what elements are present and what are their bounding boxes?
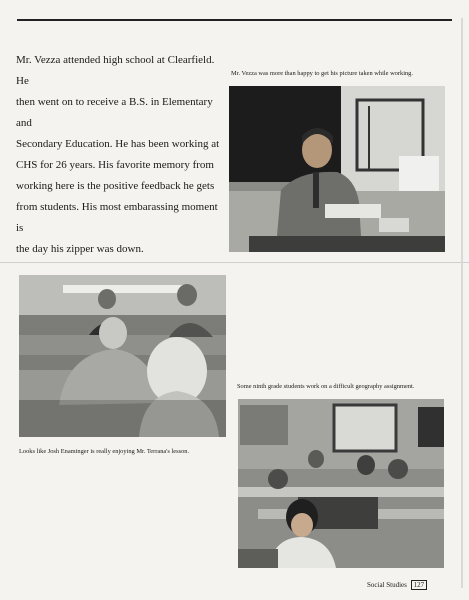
- teacher-bio: [16, 50, 226, 260]
- page-footer: [367, 580, 427, 590]
- ninth-grade-photo-caption: Some ninth grade students work on a difficult geography assignment.: [237, 383, 415, 390]
- bio-line: Secondary Education. He has been working at: [16, 138, 220, 150]
- bio-line: CHS for 26 years. His favorite memory from: [16, 159, 214, 171]
- teacher-photo-caption: Mr. Vezza was more than happy to get his picture taken while working.: [231, 70, 413, 77]
- section-label: Social Studies: [367, 581, 407, 589]
- bio-line: working here is the positive feedback he gets: [16, 180, 215, 192]
- ninth-grade-photo: [238, 399, 444, 568]
- top-rule: [17, 19, 452, 21]
- page-number: 127: [411, 580, 428, 590]
- bio-line: the day his zipper was down.: [16, 243, 144, 255]
- bio-line: Mr. Vezza attended high school at Clearfield. He: [16, 54, 215, 87]
- bio-line: then went on to receive a B.S. in Elementary and: [16, 96, 213, 129]
- lesson-photo-caption: Looks like Josh Enaminger is really enjoying Mr. Terrana's lesson.: [19, 448, 190, 455]
- page-edge: [461, 18, 463, 588]
- page-divider: [0, 262, 469, 263]
- lesson-photo: [19, 275, 226, 437]
- bio-line: from students. His most embarassing moment is: [16, 201, 218, 234]
- teacher-photo: [229, 86, 445, 252]
